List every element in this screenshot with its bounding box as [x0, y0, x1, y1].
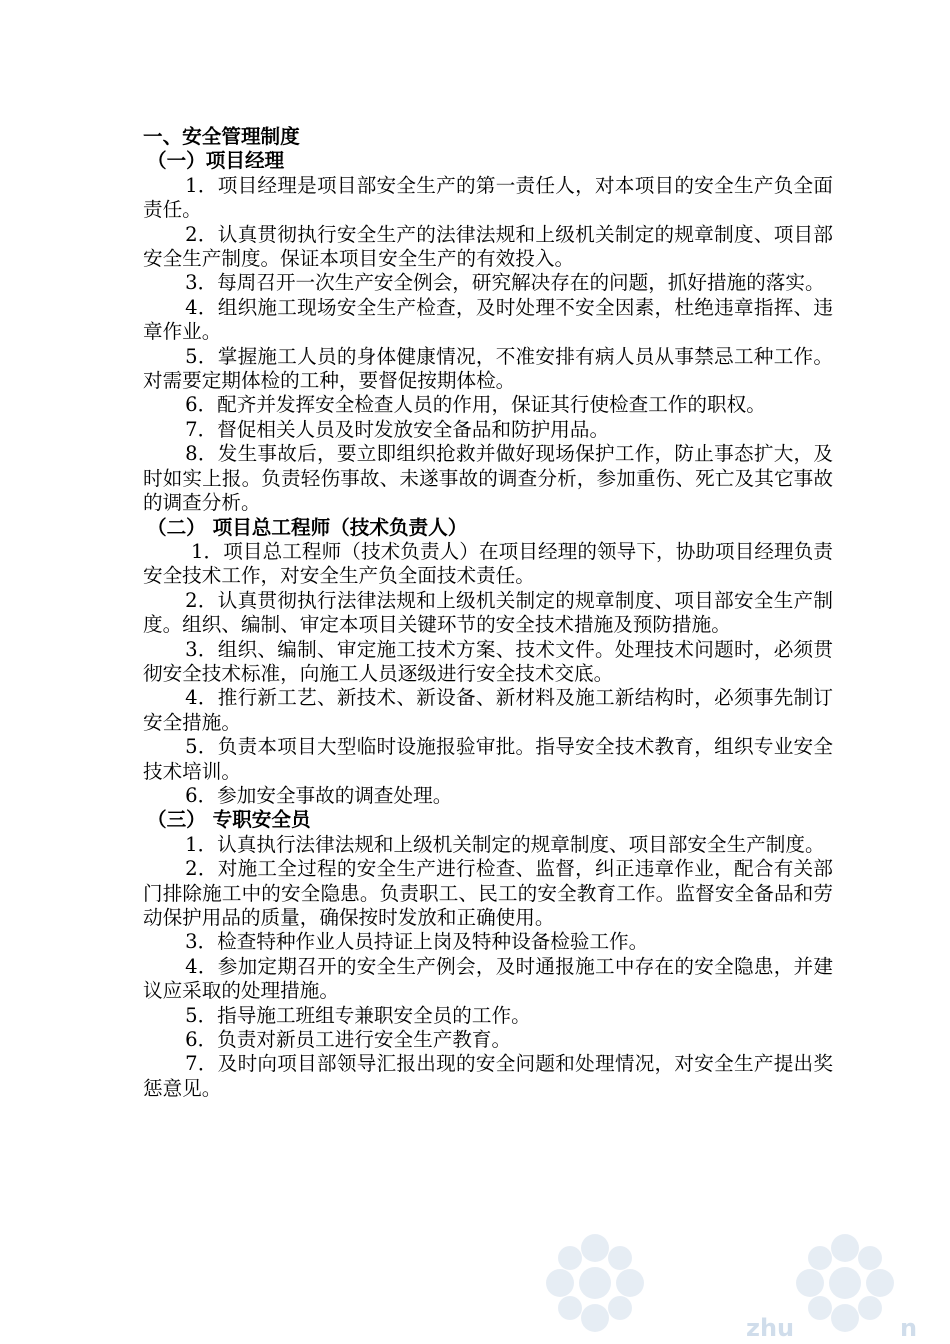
- paragraph: 5．指导施工班组专兼职安全员的工作。: [185, 1003, 531, 1027]
- paragraph: 7．督促相关人员及时发放安全备品和防护用品。: [185, 417, 610, 441]
- document-body: [143, 125, 833, 1101]
- paragraph: 3．组织、编制、审定施工技术方案、技术文件。处理技术问题时，必须贯彻安全技术标准，向施工人员逐级进行安全技术交底。: [143, 637, 833, 685]
- watermark-text: n: [900, 1314, 918, 1342]
- paragraph: 4．推行新工艺、新技术、新设备、新材料及施工新结构时，必须事先制订安全措施。: [143, 686, 833, 734]
- watermark-logo-icon: [790, 1228, 900, 1338]
- paragraph: 5．负责本项目大型临时设施报验审批。指导安全技术教育，组织专业安全技术培训。: [143, 735, 833, 783]
- paragraph: 2．认真贯彻执行法律法规和上级机关制定的规章制度、项目部安全生产制度。组织、编制、审定本项目关键环节的安全技术措施及预防措施。: [143, 588, 833, 637]
- paragraph: 1．认真执行法律法规和上级机关制定的规章制度、项目部安全生产制度。: [185, 832, 825, 856]
- paragraph: 3．检查特种作业人员持证上岗及特种设备检验工作。: [185, 930, 649, 954]
- paragraph: 4．组织施工现场安全生产检查，及时处理不安全因素，杜绝违章指挥、违章作业。: [143, 295, 833, 344]
- watermark-text: zhu: [746, 1314, 795, 1342]
- subsection-title-chief-engineer: （二） 项目总工程师（技术负责人）: [147, 515, 468, 539]
- subsection-title-project-manager: （一）项目经理: [147, 149, 285, 173]
- paragraph: 6．参加安全事故的调查处理。: [185, 783, 453, 807]
- paragraph: 1．项目经理是项目部安全生产的第一责任人，对本项目的安全生产负全面责任。: [143, 173, 833, 222]
- paragraph: 3．每周召开一次生产安全例会，研究解决存在的问题，抓好措施的落实。: [185, 271, 825, 295]
- paragraph: 4．参加定期召开的安全生产例会，及时通报施工中存在的安全隐患，并建议应采取的处理措施。: [143, 954, 833, 1003]
- paragraph: 7．及时向项目部领导汇报出现的安全问题和处理情况，对安全生产提出奖惩意见。: [143, 1052, 833, 1100]
- paragraph: 1．项目总工程师（技术负责人）在项目经理的领导下，协助项目经理负责安全技术工作，对安全生产负全面技术责任。: [143, 539, 833, 588]
- subsection-title-safety-officer: （三） 专职安全员: [147, 808, 311, 832]
- paragraph: 5．掌握施工人员的身体健康情况，不准安排有病人员从事禁忌工种工作。对需要定期体检的工种，要督促按期体检。: [143, 344, 833, 393]
- paragraph: 6．配齐并发挥安全检查人员的作用，保证其行使检查工作的职权。: [185, 393, 766, 417]
- section-title: 一、安全管理制度: [143, 125, 300, 148]
- paragraph: 2．认真贯彻执行安全生产的法律法规和上级机关制定的规章制度、项目部安全生产制度。保证本项目安全生产的有效投入。: [143, 222, 833, 271]
- paragraph: 6．负责对新员工进行安全生产教育。: [185, 1028, 512, 1052]
- paragraph: 8．发生事故后，要立即组织抢救并做好现场保护工作，防止事态扩大，及时如实上报。负责轻伤事故、未遂事故的调查分析，参加重伤、死亡及其它事故的调查分析。: [143, 442, 833, 515]
- paragraph: 2．对施工全过程的安全生产进行检查、监督，纠正违章作业，配合有关部门排除施工中的安全隐患。负责职工、民工的安全教育工作。监督安全备品和劳动保护用品的质量，确保按时发放和正确使用。: [143, 857, 833, 929]
- watermark-logo-icon: [540, 1228, 650, 1338]
